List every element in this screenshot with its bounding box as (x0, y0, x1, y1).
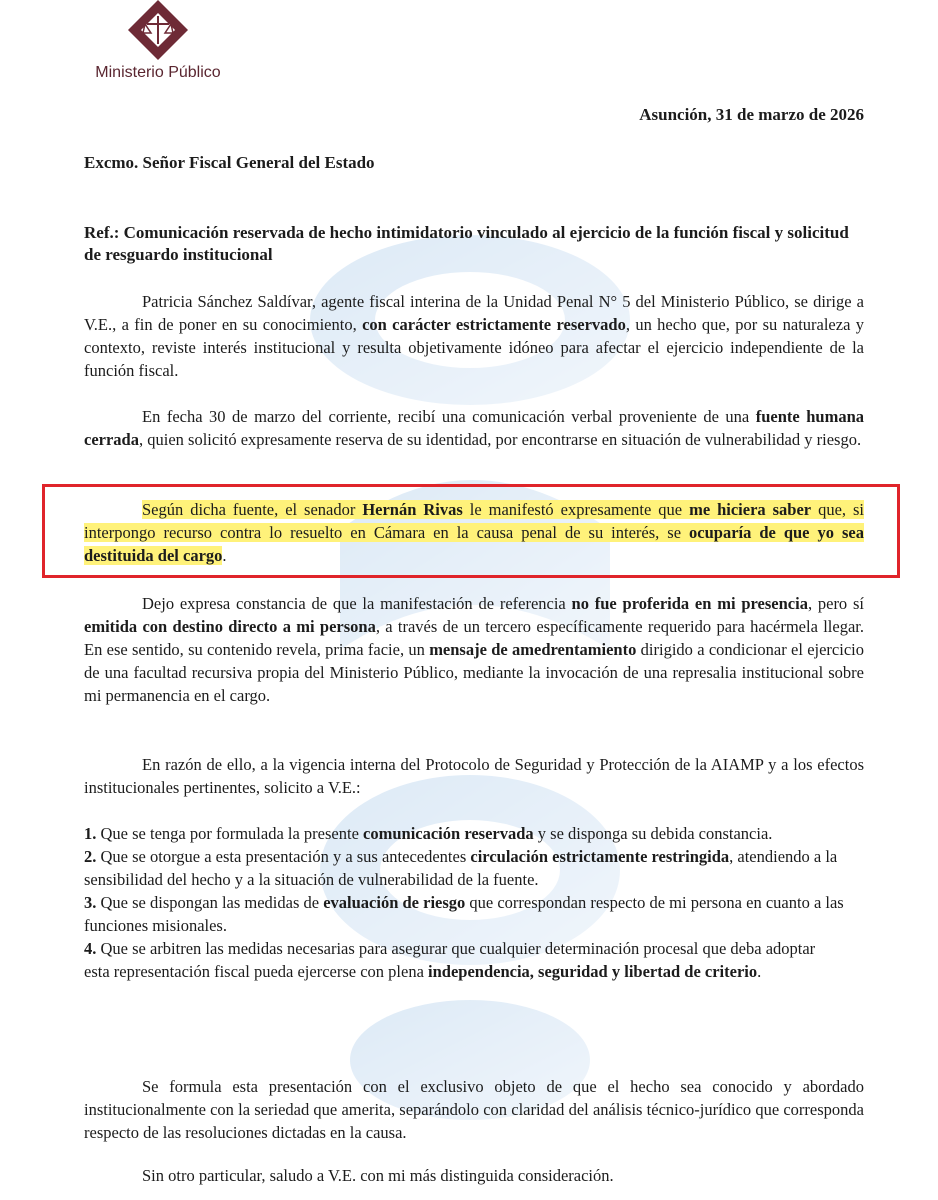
p4-text-g: dirigido a condicionar el ejercicio de una facultad recursiva propia del Ministerio Público, mediante la invocación de una represalia institucional sobre mi permanencia en el cargo. (84, 640, 864, 705)
p3-bold-threat: ocuparía de que yo sea destituida del cargo (84, 523, 864, 565)
paragraph-purpose (84, 1075, 864, 1144)
p3-text-g: . (222, 546, 227, 565)
p3-bold-senator: Hernán Rivas (362, 500, 463, 519)
list-item (84, 937, 844, 983)
p4-text-e: , a través de un tercero específicamente requerido para hacérmela llegar. En ese sentido, su contenido revela, prima facie, un (84, 617, 864, 659)
request-list (84, 822, 844, 983)
p2-bold-source: fuente humana cerrada (84, 407, 864, 449)
list-item (84, 845, 844, 891)
list-text: que correspondan respecto de mi persona en cuanto a las funciones misionales. (84, 893, 844, 935)
paragraph-closing (84, 1164, 864, 1187)
p4-bold-direct: emitida con destino directo a mi persona (84, 617, 376, 636)
p1-text-a: Patricia Sánchez Saldívar, agente fiscal interina de la Unidad Penal N° 5 del Ministerio Público, se dirige a V.E., a fin de poner en su conocimiento, (84, 292, 864, 334)
p1-text-c: , un hecho que, por su naturaleza y contexto, reviste interés institucional y resulta objetivamente idóneo para afectar el ejercicio independiente de la función fiscal. (84, 315, 865, 380)
p3-text-e: que, si interpongo recurso contra lo resuelto en Cámara en la causa penal de su interés, se (84, 500, 864, 542)
list-number: 2. (84, 847, 97, 866)
p4-text-c: , pero sí (807, 594, 864, 613)
list-text: Que se otorgue a esta presentación y a sus antecedentes (96, 847, 471, 866)
scales-emblem-icon (83, 0, 233, 70)
p1-bold-reserved: con carácter estrictamente reservado (362, 315, 626, 334)
list-text: Que se dispongan las medidas de (96, 893, 324, 912)
list-bold: comunicación reservada (363, 824, 534, 843)
list-text: Que se arbitren las medidas necesarias para asegurar que cualquier determinación procesal que deba adoptar esta representación fiscal pueda ejercerse con plena (84, 939, 816, 981)
ministerio-logo (83, 0, 233, 90)
list-text: Que se tenga por formulada la presente (96, 824, 364, 843)
p6-text-a: Se formula esta presentación con el exclusivo objeto de que el hecho sea conocido y abordado institucionalmente con la seriedad que amerita, separándolo con claridad del análisis técnico-jurídico que corresponda respecto de las resoluciones dictadas en la causa. (84, 1077, 864, 1142)
list-item (84, 891, 844, 937)
p5-text-a: En razón de ello, a la vigencia interna del Protocolo de Seguridad y Protección de la AIAMP y a los efectos institucionales pertinentes, solicito a V.E.: (84, 755, 864, 797)
p3-text-a: Según dicha fuente, el senador (142, 500, 363, 519)
list-bold: independencia, seguridad y libertad de criterio (428, 962, 758, 981)
p2-text-a: En fecha 30 de marzo del corriente, recibí una comunicación verbal proveniente de una (142, 407, 756, 426)
p2-text-c: , quien solicitó expresamente reserva de su identidad, por encontrarse en situación de vulnerabilidad y riesgo. (138, 430, 862, 449)
logo-caption: Ministerio Público (95, 64, 221, 81)
list-text: , atendiendo a la sensibilidad del hecho y a la situación de vulnerabilidad de la fuente. (84, 847, 838, 889)
highlight-box (42, 484, 900, 578)
p4-bold-presence: no fue proferida en mi presencia (571, 594, 808, 613)
list-text: . (757, 962, 762, 981)
paragraph-request-intro (84, 753, 864, 799)
list-number: 4. (84, 939, 97, 958)
list-bold: evaluación de riesgo (323, 893, 466, 912)
list-number: 1. (84, 824, 97, 843)
paragraph-source (84, 405, 864, 451)
paragraph-introduction (84, 290, 864, 382)
letter-reference: Ref.: Comunicación reservada de hecho intimidatorio vinculado al ejercicio de la función fiscal y solicitud de resguardo institucional (84, 223, 849, 264)
letter-addressee: Excmo. Señor Fiscal General del Estado (84, 153, 375, 172)
p3-text-c: le manifestó expresamente que (462, 500, 690, 519)
p7-text-a: Sin otro particular, saludo a V.E. con mi más distinguida consideración. (142, 1166, 614, 1185)
paragraph-constancy (84, 592, 864, 707)
list-number: 3. (84, 893, 97, 912)
list-bold: circulación estrictamente restringida (470, 847, 730, 866)
p4-text-a: Dejo expresa constancia de que la manifestación de referencia (142, 594, 572, 613)
p3-bold-message: me hiciera saber (689, 500, 812, 519)
list-item (84, 822, 844, 845)
letter-date: Asunción, 31 de marzo de 2026 (639, 105, 864, 124)
list-text: y se disponga su debida constancia. (533, 824, 773, 843)
p4-bold-intimidation: mensaje de amedrentamiento (429, 640, 637, 659)
